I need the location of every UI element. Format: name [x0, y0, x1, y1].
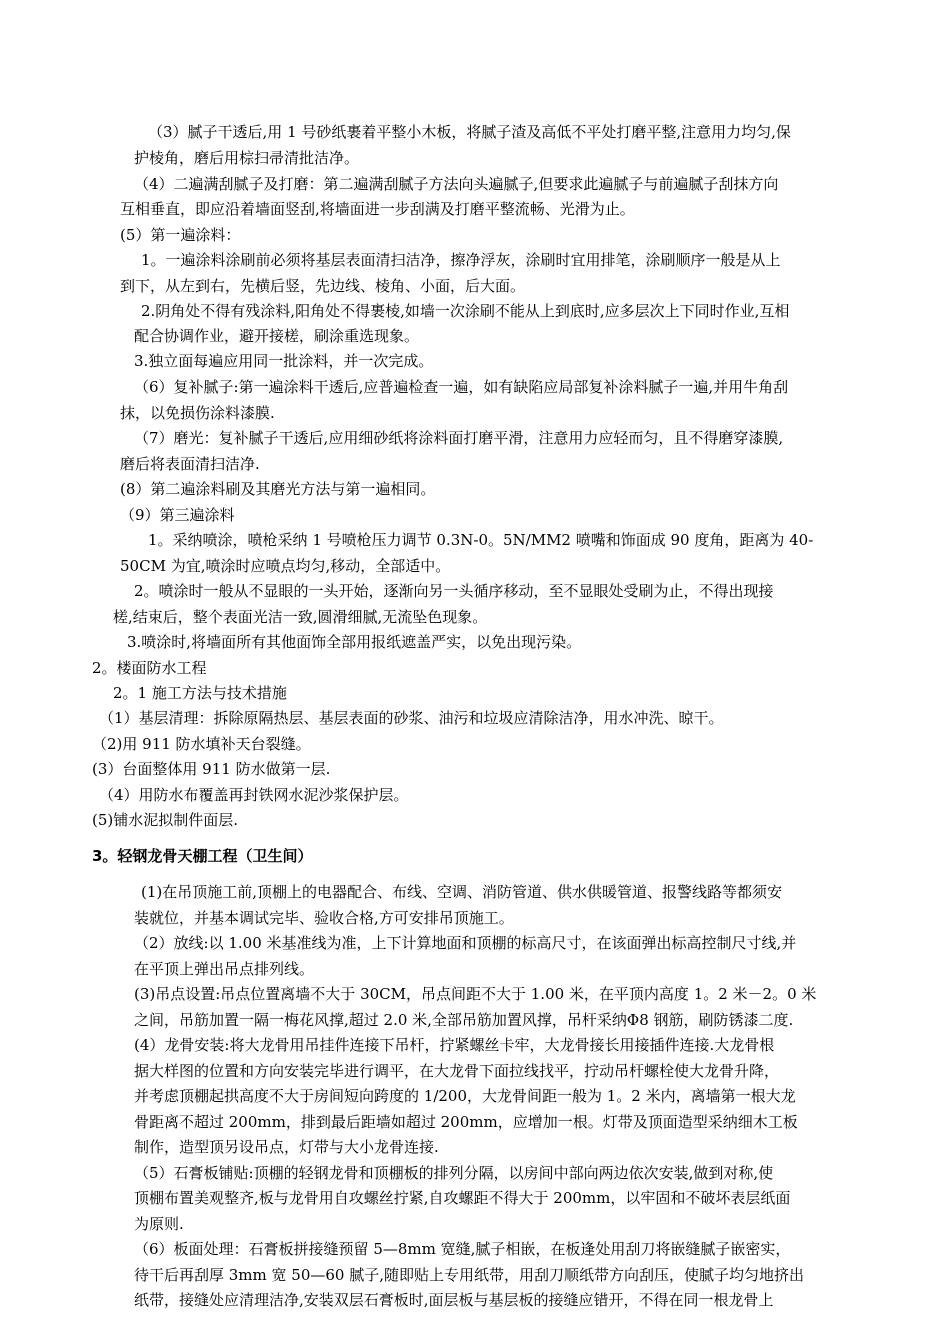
para-4-line-1: （4）二遍满刮腻子及打磨：第二遍满刮腻子方法向头遍腻子,但要求此遍腻子与前遍腻子刮抹方向 [134, 175, 779, 193]
section-2-item-3: (3）台面整体用 911 防水做第一层. [92, 760, 331, 778]
para-5-2-line-2: 配合协调作业，避开接槎，刷涂重选现象。 [134, 327, 420, 345]
s3-para-4-line-5: 制作，造型顶另设吊点，灯带与大小龙骨连接. [134, 1138, 439, 1156]
para-5-1-line-2: 到下，从左到右，先横后竖，先边线、棱角、小面，后大面。 [120, 277, 526, 295]
s3-para-5-line-3: 为原则. [134, 1215, 184, 1233]
s3-para-4-line-3: 并考虑顶棚起拱高度不大于房间短向跨度的 1/200，大龙骨间距一般为 1。2 米内，离墙第一根大龙 [134, 1087, 796, 1105]
para-6-line-2: 抹，以免损伤涂料漆膜. [120, 404, 275, 422]
para-9-3: 3.喷涂时,将墙面所有其他面饰全部用报纸遮盖严实，以免出现污染。 [127, 633, 582, 651]
para-9-2-line-1: 2。喷涂时一般从不显眼的一头开始，逐渐向另一头循序移动，至不显眼处受刷为止，不得出现接 [134, 582, 774, 600]
s3-para-6-line-3: 纸带，接缝处应清理洁净,安装双层石膏板时,面层板与基层板的接缝应错开，不得在同一根龙骨上 [134, 1291, 774, 1309]
para-5-title: (5）第一遍涂料： [120, 226, 241, 244]
para-4-line-2: 互相垂直，即应沿着墙面竖刮,将墙面进一步刮满及打磨平整流畅、光滑为止。 [120, 200, 635, 218]
s3-para-4-line-1: (4）龙骨安装:将大龙骨用吊挂件连接下吊杆，拧紧螺丝卡牢，大龙骨接长用接插件连接.大龙骨根 [134, 1036, 775, 1054]
s3-para-6-line-2: 待干后再刮厚 3mm 宽 50—60 腻子,随即贴上专用纸带，用刮刀顺纸带方向刮压，使腻子均匀地挤出 [134, 1266, 805, 1284]
s3-para-5-line-1: （5）石膏板铺贴:顶棚的轻钢龙骨和顶棚板的排列分隔，以房间中部向两边依次安装,做到对称,使 [134, 1164, 774, 1182]
s3-para-1-line-1: (1)在吊顶施工前,顶棚上的电器配合、布线、空调、消防管道、供水供暖管道、报警线路等都须安 [141, 883, 783, 901]
s3-para-4-line-2: 据大样图的位置和方向安装完毕进行调平，在大龙骨下面拉线找平，拧动吊杆螺栓使大龙骨升降， [134, 1062, 780, 1080]
section-2-title: 2。楼面防水工程 [92, 659, 207, 677]
s3-para-3-line-2: 之间，吊筋加置一隔一梅花风撑,超过 2.0 米,全部吊筋加置风撑，吊杆采纳Φ8 钢筋，刷防锈漆二度. [134, 1011, 794, 1029]
para-7-line-2: 磨后将表面清扫洁净. [120, 455, 260, 473]
section-2-item-5: (5)铺水泥拟制件面层. [92, 811, 239, 829]
section-3-title: 3。轻钢龙骨天棚工程（卫生间） [92, 847, 313, 865]
s3-para-1-line-2: 装就位，并基本调试完毕、验收合格,方可安排吊顶施工。 [134, 909, 514, 927]
para-9-1-line-1: 1。采纳喷涂，喷枪采纳 1 号喷枪压力调节 0.3N-0。5N/MM2 喷嘴和饰面成 90 度角，距离为 40- [148, 531, 814, 549]
para-9-1-line-2: 50CM 为宜,喷涂时应喷点均匀,移动，全部适中。 [120, 557, 451, 575]
para-9-title: （9）第三遍涂料 [120, 506, 235, 524]
s3-para-2-line-1: （2）放线:以 1.00 米基准线为准，上下计算地面和顶棚的标高尺寸，在该面弹出标高控制尺寸线,并 [134, 934, 797, 952]
s3-para-4-line-4: 骨距离不超过 200mm，排到最后距墙如超过 200mm，应增加一根。灯带及顶面造型采纳细木工板 [134, 1113, 798, 1131]
para-3-line-1: （3）腻子干透后,用 1 号砂纸裹着平整小木板，将腻子渣及高低不平处打磨平整,注意用力均匀,保 [148, 123, 791, 141]
para-5-3: 3.独立面每遍应用同一批涂料，并一次完成。 [134, 352, 434, 370]
section-2-1-subtitle: 2。1 施工方法与技术措施 [113, 684, 287, 702]
section-2-item-4: （4）用防水布覆盖再封铁网水泥沙浆保护层。 [99, 786, 409, 804]
s3-para-5-line-2: 顶棚布置美观整齐,板与龙骨用自攻螺丝拧紧,自攻螺距不得大于 200mm，以牢固和不破坏表层纸面 [134, 1189, 791, 1207]
para-6-line-1: （6）复补腻子:第一遍涂料干透后,应普遍检查一遍，如有缺陷应局部复补涂料腻子一遍,并用牛角刮 [134, 378, 789, 396]
para-8: (8）第二遍涂料刷及其磨光方法与第一遍相同。 [120, 480, 436, 498]
s3-para-3-line-1: (3)吊点设置:吊点位置离墙不大于 30CM，吊点间距不大于 1.00 米，在平顶内高度 1。2 米－2。0 米 [134, 985, 817, 1003]
para-5-1-line-1: 1。一遍涂料涂刷前必须将基层表面清扫洁净，擦净浮灰，涂刷时宜用排笔，涂刷顺序一般是从上 [141, 251, 781, 269]
para-7-line-1: （7）磨光：复补腻子干透后,应用细砂纸将涂料面打磨平滑，注意用力应轻而匀，且不得磨穿漆膜, [134, 429, 784, 447]
para-5-2-line-1: 2.阴角处不得有残涂料,阳角处不得裹棱,如墙一次涂刷不能从上到底时,应多层次上下同时作业,互相 [141, 302, 790, 320]
para-3-line-2: 护棱角，磨后用棕扫帚清批洁净。 [134, 149, 360, 167]
s3-para-2-line-2: 在平顶上弹出吊点排列线。 [134, 960, 315, 978]
section-2-item-1: （1）基层清理：拆除原隔热层、基层表面的砂浆、油污和垃圾应清除洁净，用水冲洗、晾干。 [99, 709, 724, 727]
section-2-item-2: （2)用 911 防水填补天台裂缝。 [92, 735, 311, 753]
para-9-2-line-2: 槎,结束后，整个表面光洁一致,圆滑细腻,无流坠色现象。 [113, 608, 488, 626]
s3-para-6-line-1: （6）板面处理：石膏板拼接缝预留 5—8mm 宽缝,腻子相嵌，在板逢处用刮刀将嵌缝腻子嵌密实， [134, 1240, 791, 1258]
